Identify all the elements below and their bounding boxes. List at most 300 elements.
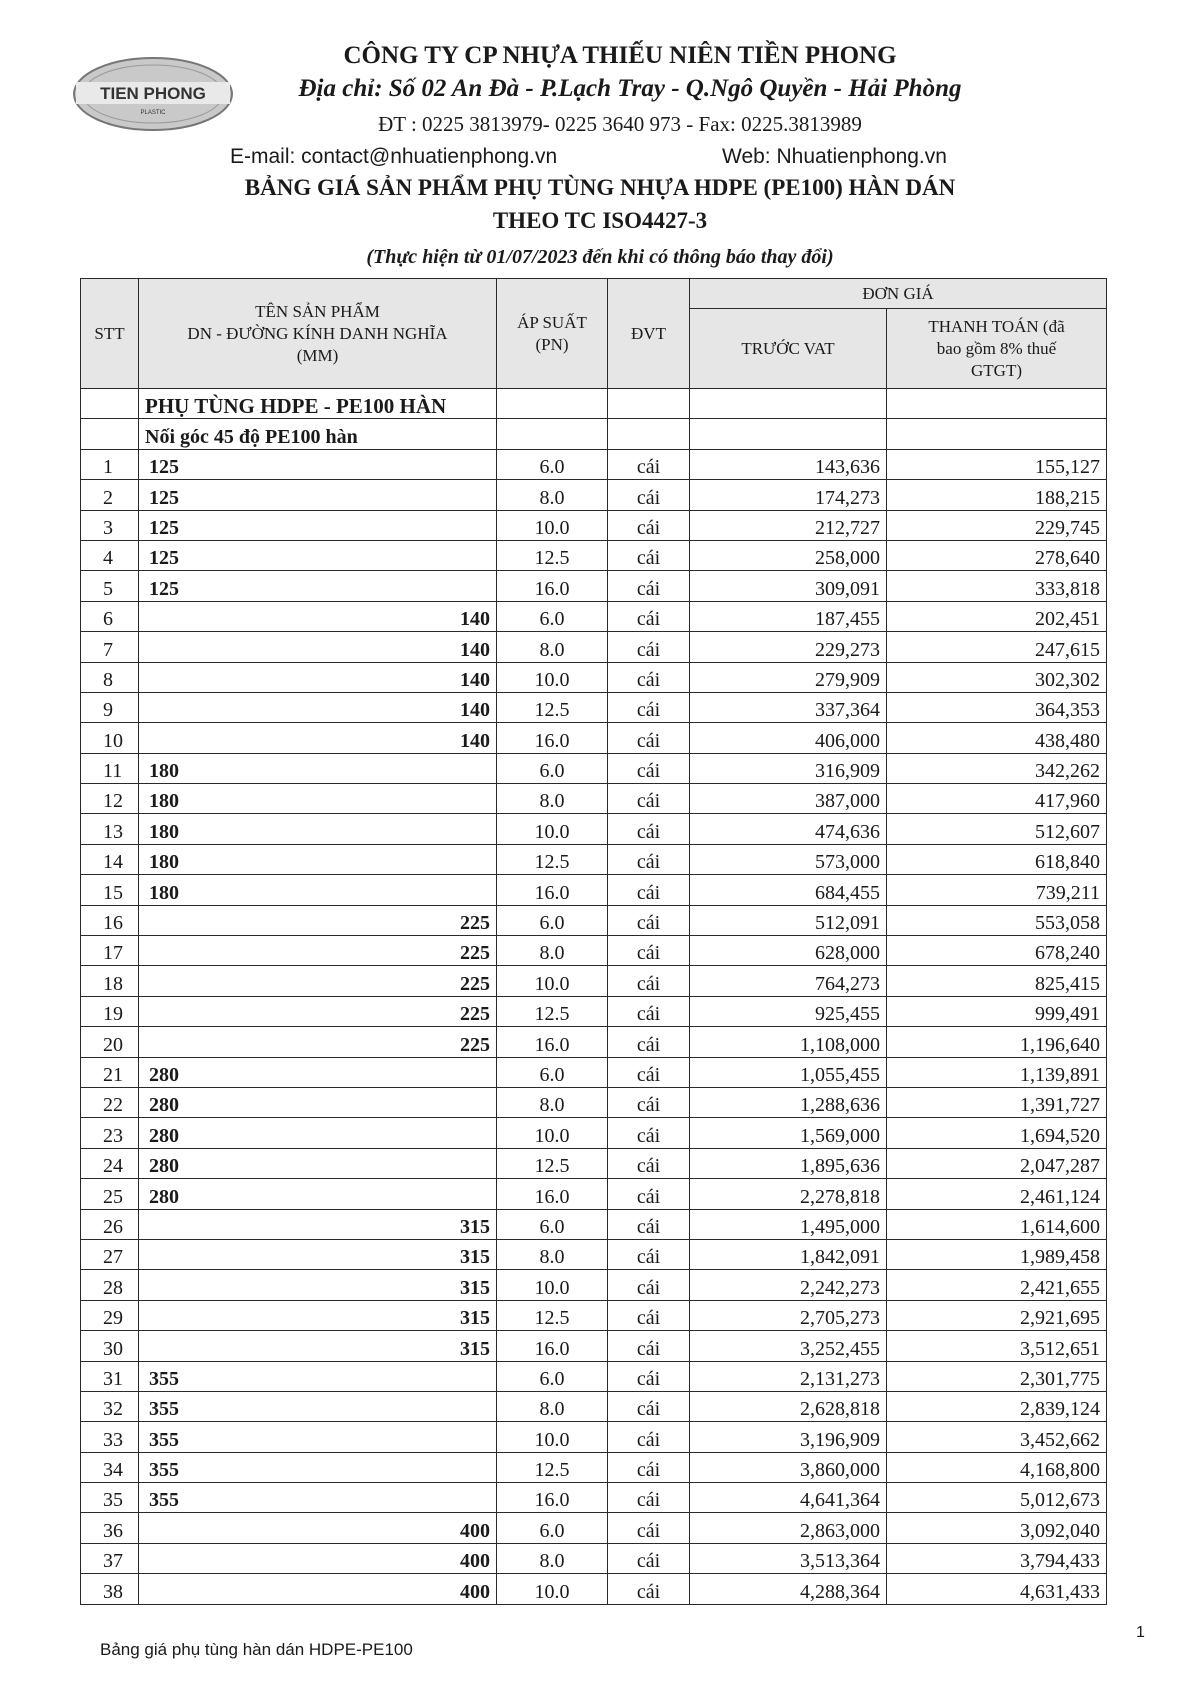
row-unit: cái: [608, 662, 690, 692]
row-price-before-vat: 1,288,636: [690, 1087, 887, 1117]
row-price-before-vat: 1,569,000: [690, 1118, 887, 1148]
company-name: CÔNG TY CP NHỰA THIẾU NIÊN TIỀN PHONG: [343, 42, 897, 69]
row-unit: cái: [608, 1118, 690, 1148]
header-stt: STT: [81, 279, 139, 389]
row-pressure: 10.0: [497, 510, 608, 540]
row-pressure: 8.0: [497, 784, 608, 814]
row-price-total: 678,240: [887, 936, 1107, 966]
row-pressure: 16.0: [497, 1179, 608, 1209]
row-unit: cái: [608, 1574, 690, 1604]
table-row: [81, 449, 1107, 479]
row-stt: 29: [81, 1300, 139, 1330]
row-pressure: 16.0: [497, 1027, 608, 1057]
table-row: [81, 875, 1107, 905]
row-price-total: 438,480: [887, 723, 1107, 753]
table-row: [81, 480, 1107, 510]
row-unit: cái: [608, 601, 690, 631]
row-nominal-diameter: 355: [139, 1361, 497, 1391]
row-nominal-diameter: 315: [139, 1331, 497, 1361]
row-price-total: 3,092,040: [887, 1513, 1107, 1543]
row-unit: cái: [608, 1483, 690, 1513]
row-stt: 34: [81, 1452, 139, 1482]
row-pressure: 10.0: [497, 1422, 608, 1452]
row-unit: cái: [608, 996, 690, 1026]
row-nominal-diameter: 180: [139, 753, 497, 783]
table-row: [81, 1270, 1107, 1300]
row-stt: 24: [81, 1148, 139, 1178]
company-email: E-mail: contact@nhuatienphong.vn: [230, 145, 558, 168]
row-stt: 1: [81, 449, 139, 479]
row-unit: cái: [608, 1270, 690, 1300]
row-price-before-vat: 474,636: [690, 814, 887, 844]
row-nominal-diameter: 125: [139, 571, 497, 601]
row-nominal-diameter: 355: [139, 1483, 497, 1513]
row-price-total: 247,615: [887, 632, 1107, 662]
document-subtitle: THEO TC ISO4427-3: [492, 208, 708, 233]
row-stt: 3: [81, 510, 139, 540]
header-unit-price: ĐƠN GIÁ: [690, 279, 1107, 309]
row-price-total: 618,840: [887, 844, 1107, 874]
row-price-total: 999,491: [887, 996, 1107, 1026]
row-pressure: 6.0: [497, 1057, 608, 1087]
row-nominal-diameter: 225: [139, 936, 497, 966]
row-nominal-diameter: 225: [139, 905, 497, 935]
row-unit: cái: [608, 723, 690, 753]
row-pressure: 12.5: [497, 996, 608, 1026]
logo-text: TIEN PHONG: [100, 84, 206, 103]
row-unit: cái: [608, 844, 690, 874]
table-row: [81, 784, 1107, 814]
row-price-total: 3,512,651: [887, 1331, 1107, 1361]
table-row: [81, 1239, 1107, 1269]
section-row: [81, 389, 1107, 419]
row-nominal-diameter: 355: [139, 1391, 497, 1421]
row-price-before-vat: 512,091: [690, 905, 887, 935]
row-price-before-vat: 174,273: [690, 480, 887, 510]
row-price-total: 364,353: [887, 692, 1107, 722]
row-price-before-vat: 1,108,000: [690, 1027, 887, 1057]
row-price-before-vat: 2,131,273: [690, 1361, 887, 1391]
row-price-before-vat: 3,252,455: [690, 1331, 887, 1361]
row-price-total: 155,127: [887, 449, 1107, 479]
row-stt: 13: [81, 814, 139, 844]
row-price-total: 4,168,800: [887, 1452, 1107, 1482]
row-price-before-vat: 925,455: [690, 996, 887, 1026]
row-price-total: 2,461,124: [887, 1179, 1107, 1209]
table-row: [81, 1483, 1107, 1513]
row-price-total: 2,421,655: [887, 1270, 1107, 1300]
row-unit: cái: [608, 1513, 690, 1543]
row-price-before-vat: 1,495,000: [690, 1209, 887, 1239]
row-pressure: 8.0: [497, 1087, 608, 1117]
row-price-total: 1,614,600: [887, 1209, 1107, 1239]
table-row: [81, 632, 1107, 662]
row-stt: 14: [81, 844, 139, 874]
row-stt: 12: [81, 784, 139, 814]
row-price-before-vat: 187,455: [690, 601, 887, 631]
row-stt: 21: [81, 1057, 139, 1087]
table-row: [81, 1513, 1107, 1543]
row-stt: 5: [81, 571, 139, 601]
row-nominal-diameter: 400: [139, 1543, 497, 1573]
row-stt: 6: [81, 601, 139, 631]
row-unit: cái: [608, 1331, 690, 1361]
row-pressure: 6.0: [497, 449, 608, 479]
row-stt: 28: [81, 1270, 139, 1300]
table-row: [81, 1179, 1107, 1209]
table-row: [81, 1148, 1107, 1178]
row-nominal-diameter: 400: [139, 1574, 497, 1604]
group-title: Nối góc 45 độ PE100 hàn: [139, 419, 497, 449]
row-unit: cái: [608, 1057, 690, 1087]
row-unit: cái: [608, 540, 690, 570]
header-before-vat: TRƯỚC VAT: [690, 309, 887, 389]
row-price-total: 2,921,695: [887, 1300, 1107, 1330]
table-row: [81, 571, 1107, 601]
table-row: [81, 936, 1107, 966]
table-row: [81, 1543, 1107, 1573]
price-table: [80, 278, 1107, 1605]
table-row: [81, 1027, 1107, 1057]
row-price-total: 342,262: [887, 753, 1107, 783]
row-pressure: 10.0: [497, 814, 608, 844]
row-nominal-diameter: 225: [139, 996, 497, 1026]
row-price-before-vat: 2,242,273: [690, 1270, 887, 1300]
row-unit: cái: [608, 1300, 690, 1330]
row-price-before-vat: 684,455: [690, 875, 887, 905]
row-unit: cái: [608, 875, 690, 905]
row-price-total: 3,794,433: [887, 1543, 1107, 1573]
header-product-name: [139, 279, 497, 389]
row-price-total: 302,302: [887, 662, 1107, 692]
row-nominal-diameter: 225: [139, 1027, 497, 1057]
row-price-before-vat: 764,273: [690, 966, 887, 996]
document-title: BẢNG GIÁ SẢN PHẨM PHỤ TÙNG NHỰA HDPE (PE100) HÀN DÁN: [244, 175, 956, 200]
row-unit: cái: [608, 936, 690, 966]
row-pressure: 10.0: [497, 1574, 608, 1604]
row-nominal-diameter: 315: [139, 1270, 497, 1300]
row-unit: cái: [608, 1087, 690, 1117]
row-nominal-diameter: 315: [139, 1209, 497, 1239]
row-nominal-diameter: 140: [139, 632, 497, 662]
row-price-before-vat: 2,705,273: [690, 1300, 887, 1330]
table-row: [81, 1087, 1107, 1117]
row-unit: cái: [608, 814, 690, 844]
row-stt: 16: [81, 905, 139, 935]
row-price-total: 278,640: [887, 540, 1107, 570]
table-row: [81, 1574, 1107, 1604]
row-nominal-diameter: 355: [139, 1452, 497, 1482]
row-price-before-vat: 309,091: [690, 571, 887, 601]
table-row: [81, 844, 1107, 874]
footer-caption: Bảng giá phụ tùng hàn dán HDPE-PE100: [100, 1640, 413, 1659]
row-price-total: 1,391,727: [887, 1087, 1107, 1117]
row-price-before-vat: 1,842,091: [690, 1239, 887, 1269]
row-price-total: 4,631,433: [887, 1574, 1107, 1604]
row-pressure: 6.0: [497, 753, 608, 783]
group-row: [81, 419, 1107, 449]
row-stt: 36: [81, 1513, 139, 1543]
row-unit: cái: [608, 753, 690, 783]
row-unit: cái: [608, 1391, 690, 1421]
row-price-before-vat: 406,000: [690, 723, 887, 753]
table-row: [81, 1391, 1107, 1421]
row-price-total: 739,211: [887, 875, 1107, 905]
company-website: Web: Nhuatienphong.vn: [722, 145, 947, 168]
row-pressure: 16.0: [497, 1331, 608, 1361]
row-stt: 33: [81, 1422, 139, 1452]
company-address: Địa chỉ: Số 02 An Đà - P.Lạch Tray - Q.Ngô Quyền - Hải Phòng: [298, 75, 962, 102]
row-nominal-diameter: 180: [139, 814, 497, 844]
row-price-total: 553,058: [887, 905, 1107, 935]
row-pressure: 6.0: [497, 1361, 608, 1391]
table-row: [81, 1331, 1107, 1361]
row-pressure: 12.5: [497, 692, 608, 722]
row-unit: cái: [608, 1179, 690, 1209]
row-pressure: 6.0: [497, 1513, 608, 1543]
row-pressure: 16.0: [497, 875, 608, 905]
row-nominal-diameter: 280: [139, 1148, 497, 1178]
company-phone: ĐT : 0225 3813979- 0225 3640 973 - Fax: 0225.3813989: [378, 112, 862, 136]
table-row: [81, 540, 1107, 570]
table-row: [81, 1300, 1107, 1330]
row-price-before-vat: 4,288,364: [690, 1574, 887, 1604]
row-price-total: 5,012,673: [887, 1483, 1107, 1513]
row-price-total: 1,694,520: [887, 1118, 1107, 1148]
table-row: [81, 1209, 1107, 1239]
row-pressure: 6.0: [497, 905, 608, 935]
row-stt: 15: [81, 875, 139, 905]
row-unit: cái: [608, 1422, 690, 1452]
row-stt: 2: [81, 480, 139, 510]
row-price-before-vat: 316,909: [690, 753, 887, 783]
row-nominal-diameter: 180: [139, 844, 497, 874]
price-table-body: [81, 389, 1107, 1605]
row-price-before-vat: 258,000: [690, 540, 887, 570]
row-price-before-vat: 3,196,909: [690, 1422, 887, 1452]
row-price-before-vat: 2,863,000: [690, 1513, 887, 1543]
table-row: [81, 1422, 1107, 1452]
row-price-before-vat: 143,636: [690, 449, 887, 479]
header-name-line2: DN - ĐƯỜNG KÍNH DANH NGHĨA: [187, 323, 448, 343]
row-price-before-vat: 3,860,000: [690, 1452, 887, 1482]
row-nominal-diameter: 280: [139, 1057, 497, 1087]
row-pressure: 12.5: [497, 540, 608, 570]
table-row: [81, 662, 1107, 692]
header-total-incl-vat: [887, 309, 1107, 389]
company-logo: [72, 56, 234, 132]
row-nominal-diameter: 315: [139, 1300, 497, 1330]
row-nominal-diameter: 125: [139, 449, 497, 479]
row-nominal-diameter: 355: [139, 1422, 497, 1452]
row-stt: 38: [81, 1574, 139, 1604]
row-stt: 4: [81, 540, 139, 570]
row-unit: cái: [608, 1148, 690, 1178]
table-row: [81, 692, 1107, 722]
row-pressure: 12.5: [497, 1452, 608, 1482]
row-stt: 22: [81, 1087, 139, 1117]
row-price-before-vat: 229,273: [690, 632, 887, 662]
table-row: [81, 1057, 1107, 1087]
row-nominal-diameter: 225: [139, 966, 497, 996]
row-stt: 25: [81, 1179, 139, 1209]
row-unit: cái: [608, 1239, 690, 1269]
row-price-total: 512,607: [887, 814, 1107, 844]
row-price-total: 2,839,124: [887, 1391, 1107, 1421]
row-unit: cái: [608, 1452, 690, 1482]
row-unit: cái: [608, 571, 690, 601]
row-nominal-diameter: 280: [139, 1118, 497, 1148]
row-stt: 19: [81, 996, 139, 1026]
row-unit: cái: [608, 1209, 690, 1239]
row-stt: 35: [81, 1483, 139, 1513]
row-price-before-vat: 2,628,818: [690, 1391, 887, 1421]
header-total-line3: GTGT): [971, 360, 1022, 380]
row-nominal-diameter: 180: [139, 875, 497, 905]
row-pressure: 10.0: [497, 662, 608, 692]
table-row: [81, 1452, 1107, 1482]
row-price-total: 2,047,287: [887, 1148, 1107, 1178]
row-pressure: 10.0: [497, 1118, 608, 1148]
row-nominal-diameter: 125: [139, 480, 497, 510]
row-stt: 10: [81, 723, 139, 753]
row-nominal-diameter: 140: [139, 723, 497, 753]
header-name-line1: TÊN SẢN PHẨM: [255, 301, 380, 321]
row-pressure: 8.0: [497, 1543, 608, 1573]
row-pressure: 12.5: [497, 1148, 608, 1178]
row-pressure: 10.0: [497, 966, 608, 996]
table-row: [81, 1361, 1107, 1391]
header-pressure: [497, 279, 608, 389]
row-unit: cái: [608, 480, 690, 510]
row-stt: 37: [81, 1543, 139, 1573]
row-pressure: 16.0: [497, 571, 608, 601]
row-stt: 8: [81, 662, 139, 692]
row-stt: 26: [81, 1209, 139, 1239]
row-stt: 11: [81, 753, 139, 783]
row-price-total: 3,452,662: [887, 1422, 1107, 1452]
table-row: [81, 753, 1107, 783]
row-nominal-diameter: 280: [139, 1087, 497, 1117]
table-row: [81, 814, 1107, 844]
row-price-total: 188,215: [887, 480, 1107, 510]
table-row: [81, 601, 1107, 631]
row-price-total: 2,301,775: [887, 1361, 1107, 1391]
header-total-line2: bao gồm 8% thuế: [936, 338, 1057, 358]
row-nominal-diameter: 140: [139, 662, 497, 692]
row-unit: cái: [608, 784, 690, 814]
row-nominal-diameter: 180: [139, 784, 497, 814]
row-stt: 23: [81, 1118, 139, 1148]
row-unit: cái: [608, 632, 690, 662]
row-price-before-vat: 4,641,364: [690, 1483, 887, 1513]
row-price-before-vat: 387,000: [690, 784, 887, 814]
row-stt: 27: [81, 1239, 139, 1269]
table-row: [81, 996, 1107, 1026]
row-pressure: 8.0: [497, 1391, 608, 1421]
table-row: [81, 1118, 1107, 1148]
row-unit: cái: [608, 510, 690, 540]
row-unit: cái: [608, 1361, 690, 1391]
row-price-before-vat: 3,513,364: [690, 1543, 887, 1573]
row-stt: 9: [81, 692, 139, 722]
row-price-before-vat: 1,895,636: [690, 1148, 887, 1178]
row-price-total: 1,196,640: [887, 1027, 1107, 1057]
row-unit: cái: [608, 692, 690, 722]
row-price-before-vat: 212,727: [690, 510, 887, 540]
row-stt: 30: [81, 1331, 139, 1361]
row-price-total: 417,960: [887, 784, 1107, 814]
row-nominal-diameter: 140: [139, 692, 497, 722]
row-nominal-diameter: 315: [139, 1239, 497, 1269]
row-nominal-diameter: 400: [139, 1513, 497, 1543]
row-price-total: 1,139,891: [887, 1057, 1107, 1087]
row-pressure: 6.0: [497, 1209, 608, 1239]
effective-date-note: (Thực hiện từ 01/07/2023 đến khi có thông báo thay đổi): [366, 246, 834, 268]
row-unit: cái: [608, 1543, 690, 1573]
row-stt: 18: [81, 966, 139, 996]
row-pressure: 16.0: [497, 723, 608, 753]
row-pressure: 8.0: [497, 480, 608, 510]
table-row: [81, 966, 1107, 996]
table-row: [81, 905, 1107, 935]
row-price-total: 1,989,458: [887, 1239, 1107, 1269]
row-stt: 7: [81, 632, 139, 662]
row-pressure: 10.0: [497, 1270, 608, 1300]
row-pressure: 8.0: [497, 936, 608, 966]
row-nominal-diameter: 125: [139, 540, 497, 570]
row-price-total: 333,818: [887, 571, 1107, 601]
row-price-before-vat: 2,278,818: [690, 1179, 887, 1209]
row-pressure: 12.5: [497, 1300, 608, 1330]
table-row: [81, 510, 1107, 540]
row-price-total: 825,415: [887, 966, 1107, 996]
row-unit: cái: [608, 449, 690, 479]
header-unit: ĐVT: [608, 279, 690, 389]
row-price-total: 202,451: [887, 601, 1107, 631]
table-row: [81, 723, 1107, 753]
row-stt: 17: [81, 936, 139, 966]
row-price-before-vat: 628,000: [690, 936, 887, 966]
row-pressure: 8.0: [497, 1239, 608, 1269]
row-price-before-vat: 279,909: [690, 662, 887, 692]
row-unit: cái: [608, 1027, 690, 1057]
row-pressure: 16.0: [497, 1483, 608, 1513]
row-price-before-vat: 573,000: [690, 844, 887, 874]
row-stt: 20: [81, 1027, 139, 1057]
header-name-line3: (MM): [296, 345, 339, 365]
header-pressure-line2: (PN): [535, 334, 569, 354]
row-unit: cái: [608, 966, 690, 996]
row-price-before-vat: 1,055,455: [690, 1057, 887, 1087]
row-price-total: 229,745: [887, 510, 1107, 540]
row-price-before-vat: 337,364: [690, 692, 887, 722]
row-stt: 32: [81, 1391, 139, 1421]
page-number: 1: [1136, 1624, 1145, 1641]
header-pressure-line1: ÁP SUẤT: [517, 312, 587, 332]
row-unit: cái: [608, 905, 690, 935]
row-pressure: 8.0: [497, 632, 608, 662]
row-pressure: 6.0: [497, 601, 608, 631]
row-stt: 31: [81, 1361, 139, 1391]
row-nominal-diameter: 140: [139, 601, 497, 631]
section-title: PHỤ TÙNG HDPE - PE100 HÀN: [139, 389, 497, 419]
header-total-line1: THANH TOÁN (đã: [928, 316, 1065, 336]
logo-subtext: PLASTIC: [140, 110, 166, 116]
row-nominal-diameter: 280: [139, 1179, 497, 1209]
row-pressure: 12.5: [497, 844, 608, 874]
row-nominal-diameter: 125: [139, 510, 497, 540]
